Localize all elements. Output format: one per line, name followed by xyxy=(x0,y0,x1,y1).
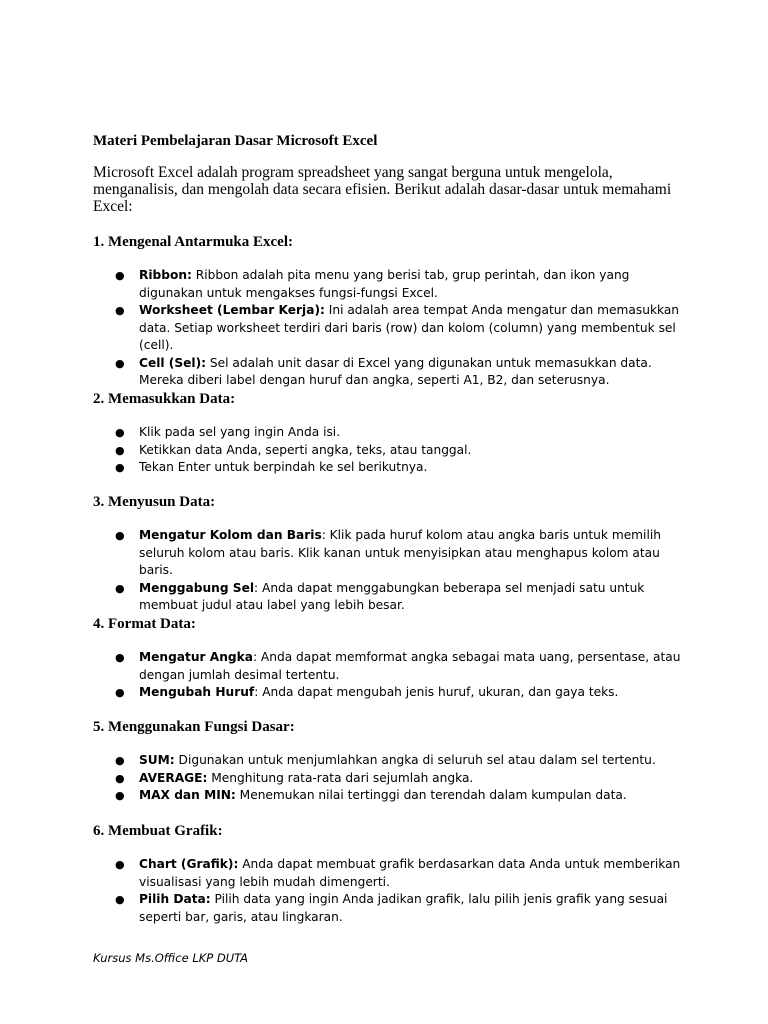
bullet-icon: ● xyxy=(115,461,125,474)
bullet-list xyxy=(93,424,693,477)
bullet-icon: ● xyxy=(115,529,125,542)
item-text: Pilih data yang ingin Anda jadikan grafik, lalu pilih jenis grafik yang sesuai seperti bar, garis, atau lingkaran. xyxy=(139,892,668,924)
item-text: Ribbon adalah pita menu yang berisi tab, grup perintah, dan ikon yang digunakan untuk mengakses fungsi-fungsi Excel. xyxy=(139,268,630,300)
item-term: Menggabung Sel xyxy=(139,580,255,595)
list-item xyxy=(93,527,693,580)
bullet-icon: ● xyxy=(115,686,125,699)
list-item xyxy=(93,649,693,684)
bullet-icon: ● xyxy=(115,771,125,785)
list-item xyxy=(93,856,693,891)
item-term: MAX dan MIN: xyxy=(139,788,236,802)
item-term: Cell (Sel): xyxy=(139,355,207,370)
item-text: Anda dapat membuat grafik berdasarkan data Anda untuk memberikan visualisasi yang lebih mudah dimengerti. xyxy=(139,857,681,889)
bullet-icon: ● xyxy=(115,304,125,317)
bullet-icon: ● xyxy=(115,426,125,439)
list-item xyxy=(93,752,693,770)
section-heading: 5. Menggunakan Fungsi Dasar: xyxy=(93,719,295,735)
bullet-list xyxy=(93,856,693,926)
bullet-list xyxy=(93,649,693,702)
section-heading: 6. Membuat Grafik: xyxy=(93,823,223,839)
item-term: Worksheet (Lembar Kerja): xyxy=(139,303,325,317)
item-term: Mengubah Huruf xyxy=(139,685,255,699)
list-item xyxy=(93,580,693,615)
bullet-list xyxy=(93,752,693,805)
section-antarmuka xyxy=(93,233,693,390)
item-term: Pilih Data: xyxy=(139,892,211,906)
bullet-list xyxy=(93,527,693,615)
item-text: Tekan Enter untuk berpindah ke sel berikutnya. xyxy=(139,460,428,474)
list-item xyxy=(93,770,693,788)
section-menyusun-data xyxy=(93,493,693,615)
section-heading: 3. Menyusun Data: xyxy=(93,494,216,510)
list-item xyxy=(93,459,693,477)
item-term: SUM: xyxy=(139,753,175,767)
list-item xyxy=(93,424,693,442)
bullet-icon: ● xyxy=(115,893,125,906)
item-text: : Klik pada huruf kolom atau angka baris untuk memilih seluruh kolom atau baris. Klik kanan untuk menyisipkan atau menghapus kolom atau baris. xyxy=(139,528,661,577)
section-membuat-grafik xyxy=(93,822,693,926)
item-text: : Anda dapat mengubah jenis huruf, ukuran, dan gaya teks. xyxy=(254,685,619,699)
bullet-icon: ● xyxy=(115,443,125,457)
bullet-icon: ● xyxy=(115,754,125,767)
item-text: Menemukan nilai tertinggi dan terendah dalam kumpulan data. xyxy=(235,788,627,802)
intro-paragraph: Microsoft Excel adalah program spreadsheet yang sangat berguna untuk mengelola, menganalisis, dan mengolah data secara efisien. Berikut adalah dasar-dasar untuk memahami Excel: xyxy=(93,164,672,215)
list-item xyxy=(93,787,693,805)
item-text: : Anda dapat menggabungkan beberapa sel menjadi satu untuk membuat judul atau label yang lebih besar. xyxy=(139,580,645,612)
list-item xyxy=(93,891,693,926)
item-term: Mengatur Angka xyxy=(139,650,253,664)
section-fungsi-dasar xyxy=(93,718,693,805)
page-footer: Kursus Ms.Office LKP DUTA xyxy=(93,951,248,965)
list-item xyxy=(93,355,693,390)
list-item xyxy=(93,267,693,302)
bullet-icon: ● xyxy=(115,651,125,664)
item-text: Klik pada sel yang ingin Anda isi. xyxy=(139,425,341,439)
item-term: AVERAGE: xyxy=(139,770,208,785)
bullet-icon: ● xyxy=(115,356,125,370)
list-item xyxy=(93,442,693,460)
bullet-list xyxy=(93,267,693,390)
section-heading: 4. Format Data: xyxy=(93,616,196,632)
document-title: Materi Pembelajaran Dasar Microsoft Excel xyxy=(93,133,378,149)
item-text: Ini adalah area tempat Anda mengatur dan memasukkan data. Setiap worksheet terdiri dari baris (row) dan kolom (column) yang membentuk sel (cell). xyxy=(139,303,680,352)
section-heading: 2. Memasukkan Data: xyxy=(93,391,236,407)
section-memasukkan-data xyxy=(93,390,693,477)
item-text: : Anda dapat memformat angka sebagai mata uang, persentase, atau dengan jumlah desimal tertentu. xyxy=(139,650,681,682)
list-item xyxy=(93,302,693,355)
item-term: Chart (Grafik): xyxy=(139,857,239,871)
item-term: Mengatur Kolom dan Baris xyxy=(139,528,322,542)
item-text: Menghitung rata-rata dari sejumlah angka. xyxy=(207,770,474,785)
section-format-data xyxy=(93,615,693,702)
list-item xyxy=(93,684,693,702)
bullet-icon: ● xyxy=(115,581,125,595)
item-text: Digunakan untuk menjumlahkan angka di seluruh sel atau dalam sel tertentu. xyxy=(174,753,656,767)
item-text: Sel adalah unit dasar di Excel yang digunakan untuk memasukkan data. Mereka diberi label dengan huruf dan angka, seperti A1, B2, dan seterusnya. xyxy=(139,355,652,387)
bullet-icon: ● xyxy=(115,858,125,871)
item-text: Ketikkan data Anda, seperti angka, teks, atau tanggal. xyxy=(139,442,472,457)
item-term: Ribbon: xyxy=(139,268,192,282)
bullet-icon: ● xyxy=(115,269,125,282)
bullet-icon: ● xyxy=(115,789,125,802)
section-heading: 1. Mengenal Antarmuka Excel: xyxy=(93,234,293,250)
